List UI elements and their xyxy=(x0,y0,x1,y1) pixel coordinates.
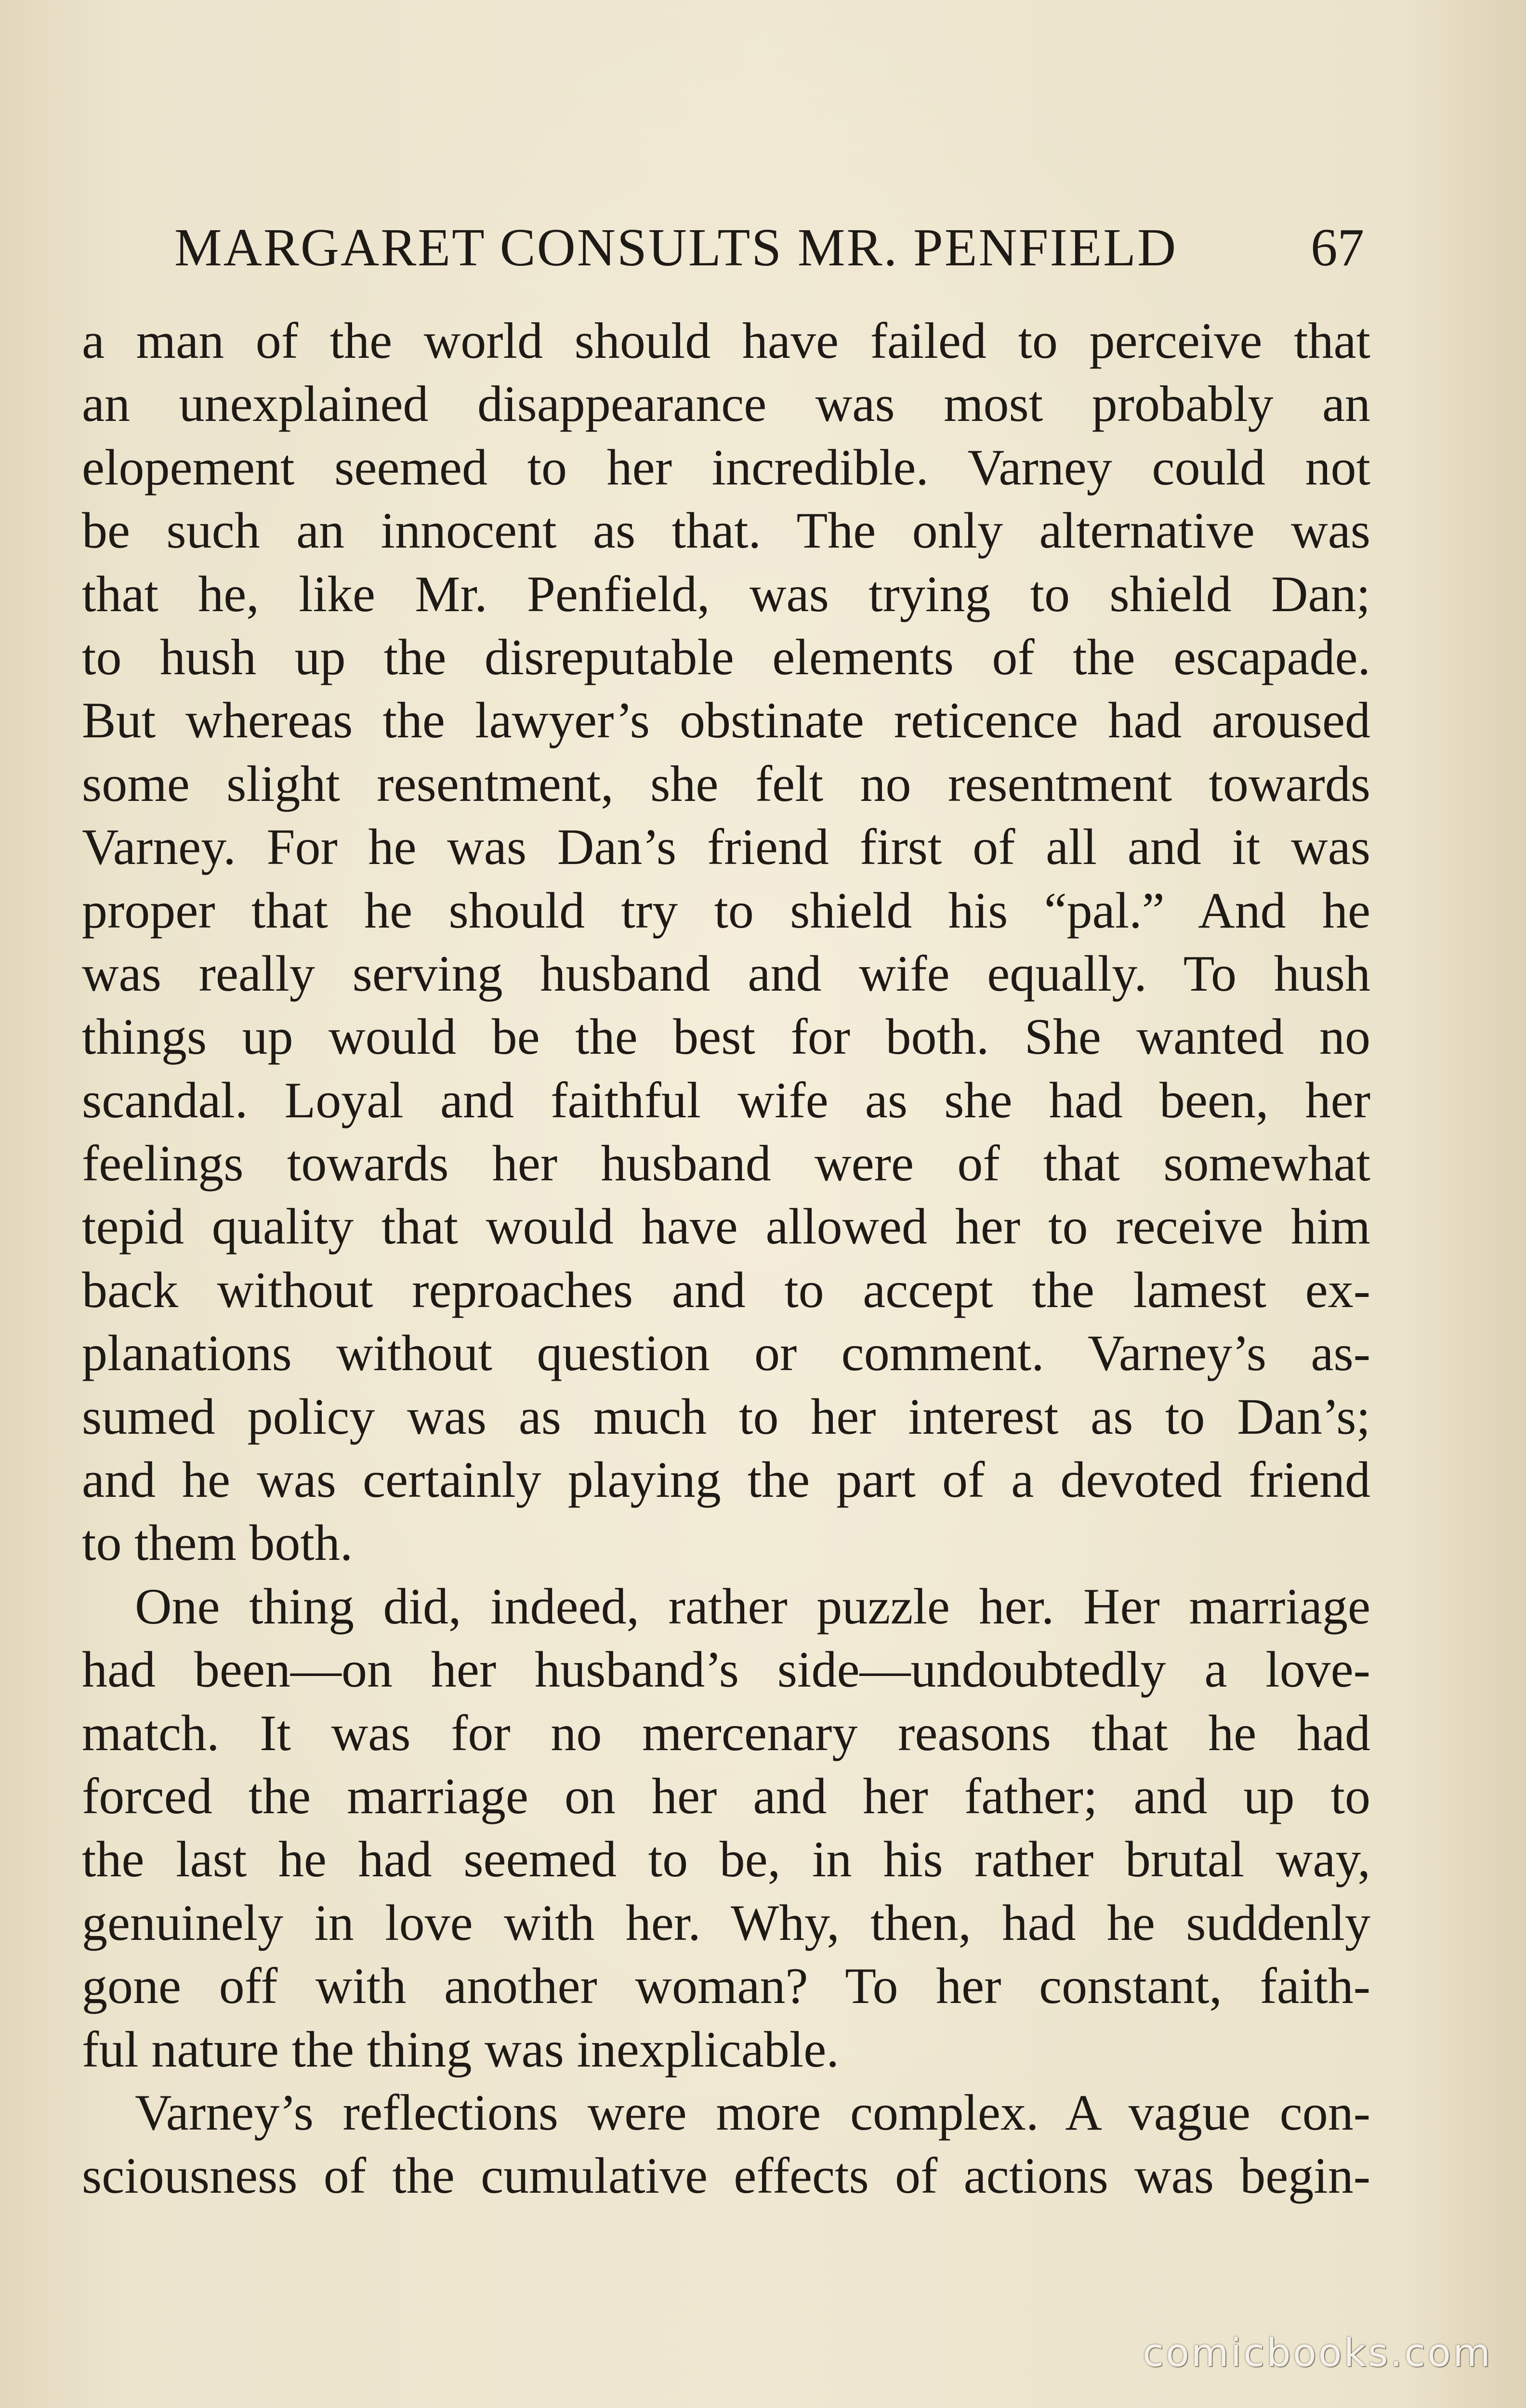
text-line: and he was certainly playing the part of a devoted friend xyxy=(82,1452,1370,1508)
text-line: an unexplained disappearance was most probably an xyxy=(82,376,1370,432)
text-line: feelings towards her husband were of that somewhat xyxy=(82,1135,1370,1192)
text-line: a man of the world should have failed to perceive that xyxy=(82,313,1370,369)
text-line: planations without question or comment. Varney’s as- xyxy=(82,1325,1370,1382)
text-line: gone off with another woman? To her constant, faith- xyxy=(82,1958,1370,2015)
text-line: match. It was for no mercenary reasons that he had xyxy=(82,1704,1370,1761)
text-line: tepid quality that would have allowed her to receive him xyxy=(82,1198,1370,1255)
text-line: to them both. xyxy=(82,1515,353,1571)
text-line: to hush up the disreputable elements of the escapade. xyxy=(82,628,1370,685)
watermark: comicbooks.com xyxy=(1142,2330,1492,2375)
text-line: elopement seemed to her incredible. Varney could not xyxy=(82,439,1370,496)
text-line: back without reproaches and to accept the lamest ex- xyxy=(82,1261,1370,1318)
text-line: genuinely in love with her. Why, then, had he suddenly xyxy=(82,1894,1370,1951)
text-line: the last he had seemed to be, in his rather brutal way, xyxy=(82,1831,1370,1888)
text-line: things up would be the best for both. She wanted no xyxy=(82,1008,1370,1065)
text-line: was really serving husband and wife equally. To hush xyxy=(82,945,1370,1002)
text-line: be such an innocent as that. The only alternative was xyxy=(82,502,1370,559)
text-line: ful nature the thing was inexplicable. xyxy=(82,2021,839,2078)
text-line: had been—on her husband’s side—undoubtedly a love- xyxy=(82,1641,1370,1698)
text-line: some slight resentment, she felt no resentment towards xyxy=(82,755,1370,812)
body-text xyxy=(82,309,1370,2208)
text-line: One thing did, indeed, rather puzzle her. Her marriage xyxy=(135,1578,1370,1635)
text-line: But whereas the lawyer’s obstinate reticence had aroused xyxy=(82,692,1370,749)
text-line: scandal. Loyal and faithful wife as she had been, her xyxy=(82,1072,1370,1128)
text-line: sumed policy was as much to her interest as to Dan’s; xyxy=(82,1388,1370,1445)
running-head xyxy=(174,212,1364,284)
text-line: Varney. For he was Dan’s friend first of all and it was xyxy=(82,819,1370,876)
text-line: Varney’s reflections were more complex. A vague con- xyxy=(135,2084,1370,2141)
text-line: forced the marriage on her and her father; and up to xyxy=(82,1767,1370,1824)
page-number: 67 xyxy=(1311,218,1364,277)
text-line: proper that he should try to shield his “pal.” And he xyxy=(82,882,1370,939)
text-line: that he, like Mr. Penfield, was trying to shield Dan; xyxy=(82,565,1370,622)
running-title: MARGARET CONSULTS MR. PENFIELD xyxy=(174,218,1178,277)
text-line: sciousness of the cumulative effects of actions was begin- xyxy=(82,2147,1370,2204)
